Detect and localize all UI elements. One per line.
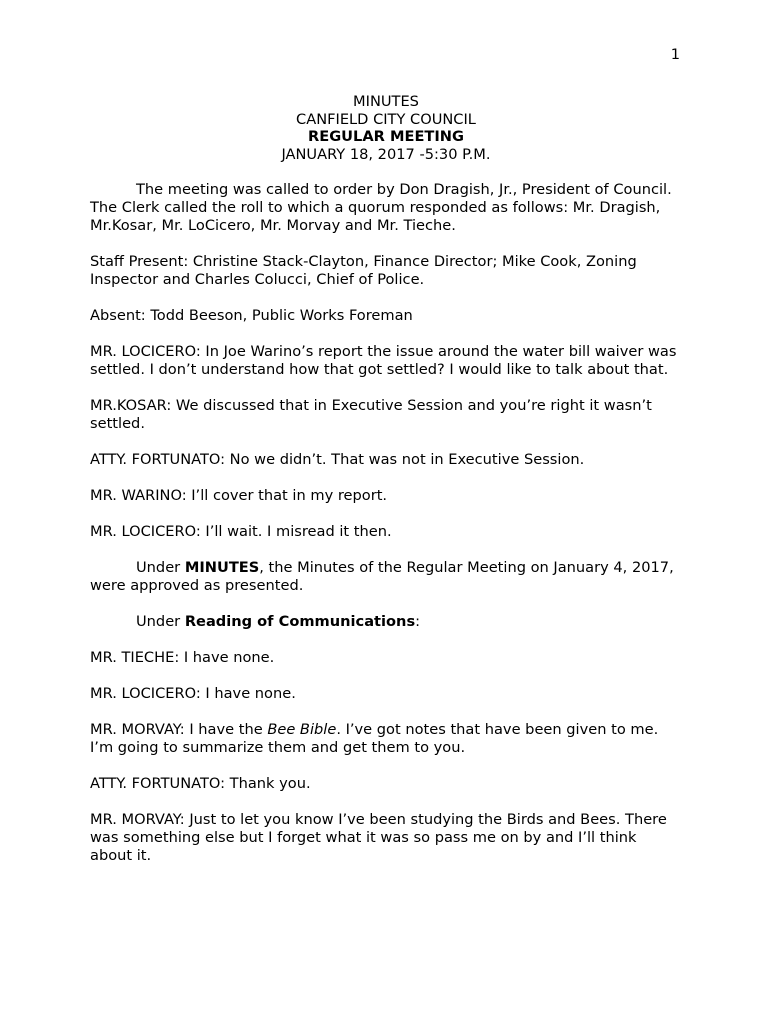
heading-date: JANUARY 18, 2017 -5:30 P.M. <box>281 145 491 163</box>
paragraph-absent: Absent: Todd Beeson, Public Works Foreman <box>90 307 413 324</box>
text-morvay-post: . I’ve got notes that have been given to me. I’m going to summarize them and get them to you. <box>90 721 659 756</box>
text-minutes-rest: , the Minutes of the Regular Meeting on January 4, 2017, were approved as presented. <box>90 559 674 594</box>
paragraph-morvay-bee-bible <box>90 721 682 757</box>
text-under: Under <box>136 613 185 630</box>
text-bee-bible-italic: Bee Bible <box>267 721 337 738</box>
heading-council: CANFIELD CITY COUNCIL <box>296 110 476 128</box>
text-minutes-bold: MINUTES <box>184 559 260 576</box>
paragraph-reading-of-communications <box>90 613 682 631</box>
heading-minutes: MINUTES <box>353 93 419 110</box>
paragraph-locicero-none: MR. LOCICERO: I have none. <box>90 685 296 702</box>
paragraph-tieche-none: MR. TIECHE: I have none. <box>90 649 275 666</box>
text-communications-bold: Reading of Communications <box>184 613 416 630</box>
paragraph-staff-present: Staff Present: Christine Stack-Clayton, Finance Director; Mike Cook, Zoning Inspector and Charles Colucci, Chief of Police. <box>90 253 637 288</box>
text-under: Under <box>136 559 185 576</box>
paragraph-call-to-order: The meeting was called to order by Don Dragish, Jr., President of Council. The Clerk called the roll to which a quorum responded as follows: Mr. Dragish, Mr.Kosar, Mr. LoCicero, Mr. Morvay and Mr. Tieche. <box>90 181 672 234</box>
paragraph-fortunato-thanks: ATTY. FORTUNATO: Thank you. <box>90 775 311 792</box>
document-heading <box>90 93 682 163</box>
page-number: 1 <box>670 46 680 63</box>
heading-meeting-type: REGULAR MEETING <box>308 128 464 145</box>
paragraph-locicero-water-bill: MR. LOCICERO: In Joe Warino’s report the issue around the water bill waiver was settled. I don’t understand how that got settled? I would like to talk about that. <box>90 343 677 378</box>
document-body <box>90 93 682 883</box>
paragraph-morvay-birds-bees: MR. MORVAY: Just to let you know I’ve been studying the Birds and Bees. There was something else but I forget what it was so pass me on by and I’ll think about it. <box>90 811 667 864</box>
paragraph-locicero-wait: MR. LOCICERO: I’ll wait. I misread it then. <box>90 523 392 540</box>
paragraph-warino-report: MR. WARINO: I’ll cover that in my report. <box>90 487 388 504</box>
text-colon: : <box>415 613 421 630</box>
text-morvay-pre: MR. MORVAY: I have the <box>90 721 268 738</box>
paragraph-kosar-executive-session: MR.KOSAR: We discussed that in Executive Session and you’re right it wasn’t settled. <box>90 397 652 432</box>
paragraph-minutes-approved <box>90 559 682 595</box>
paragraph-fortunato-reply: ATTY. FORTUNATO: No we didn’t. That was not in Executive Session. <box>90 451 585 468</box>
